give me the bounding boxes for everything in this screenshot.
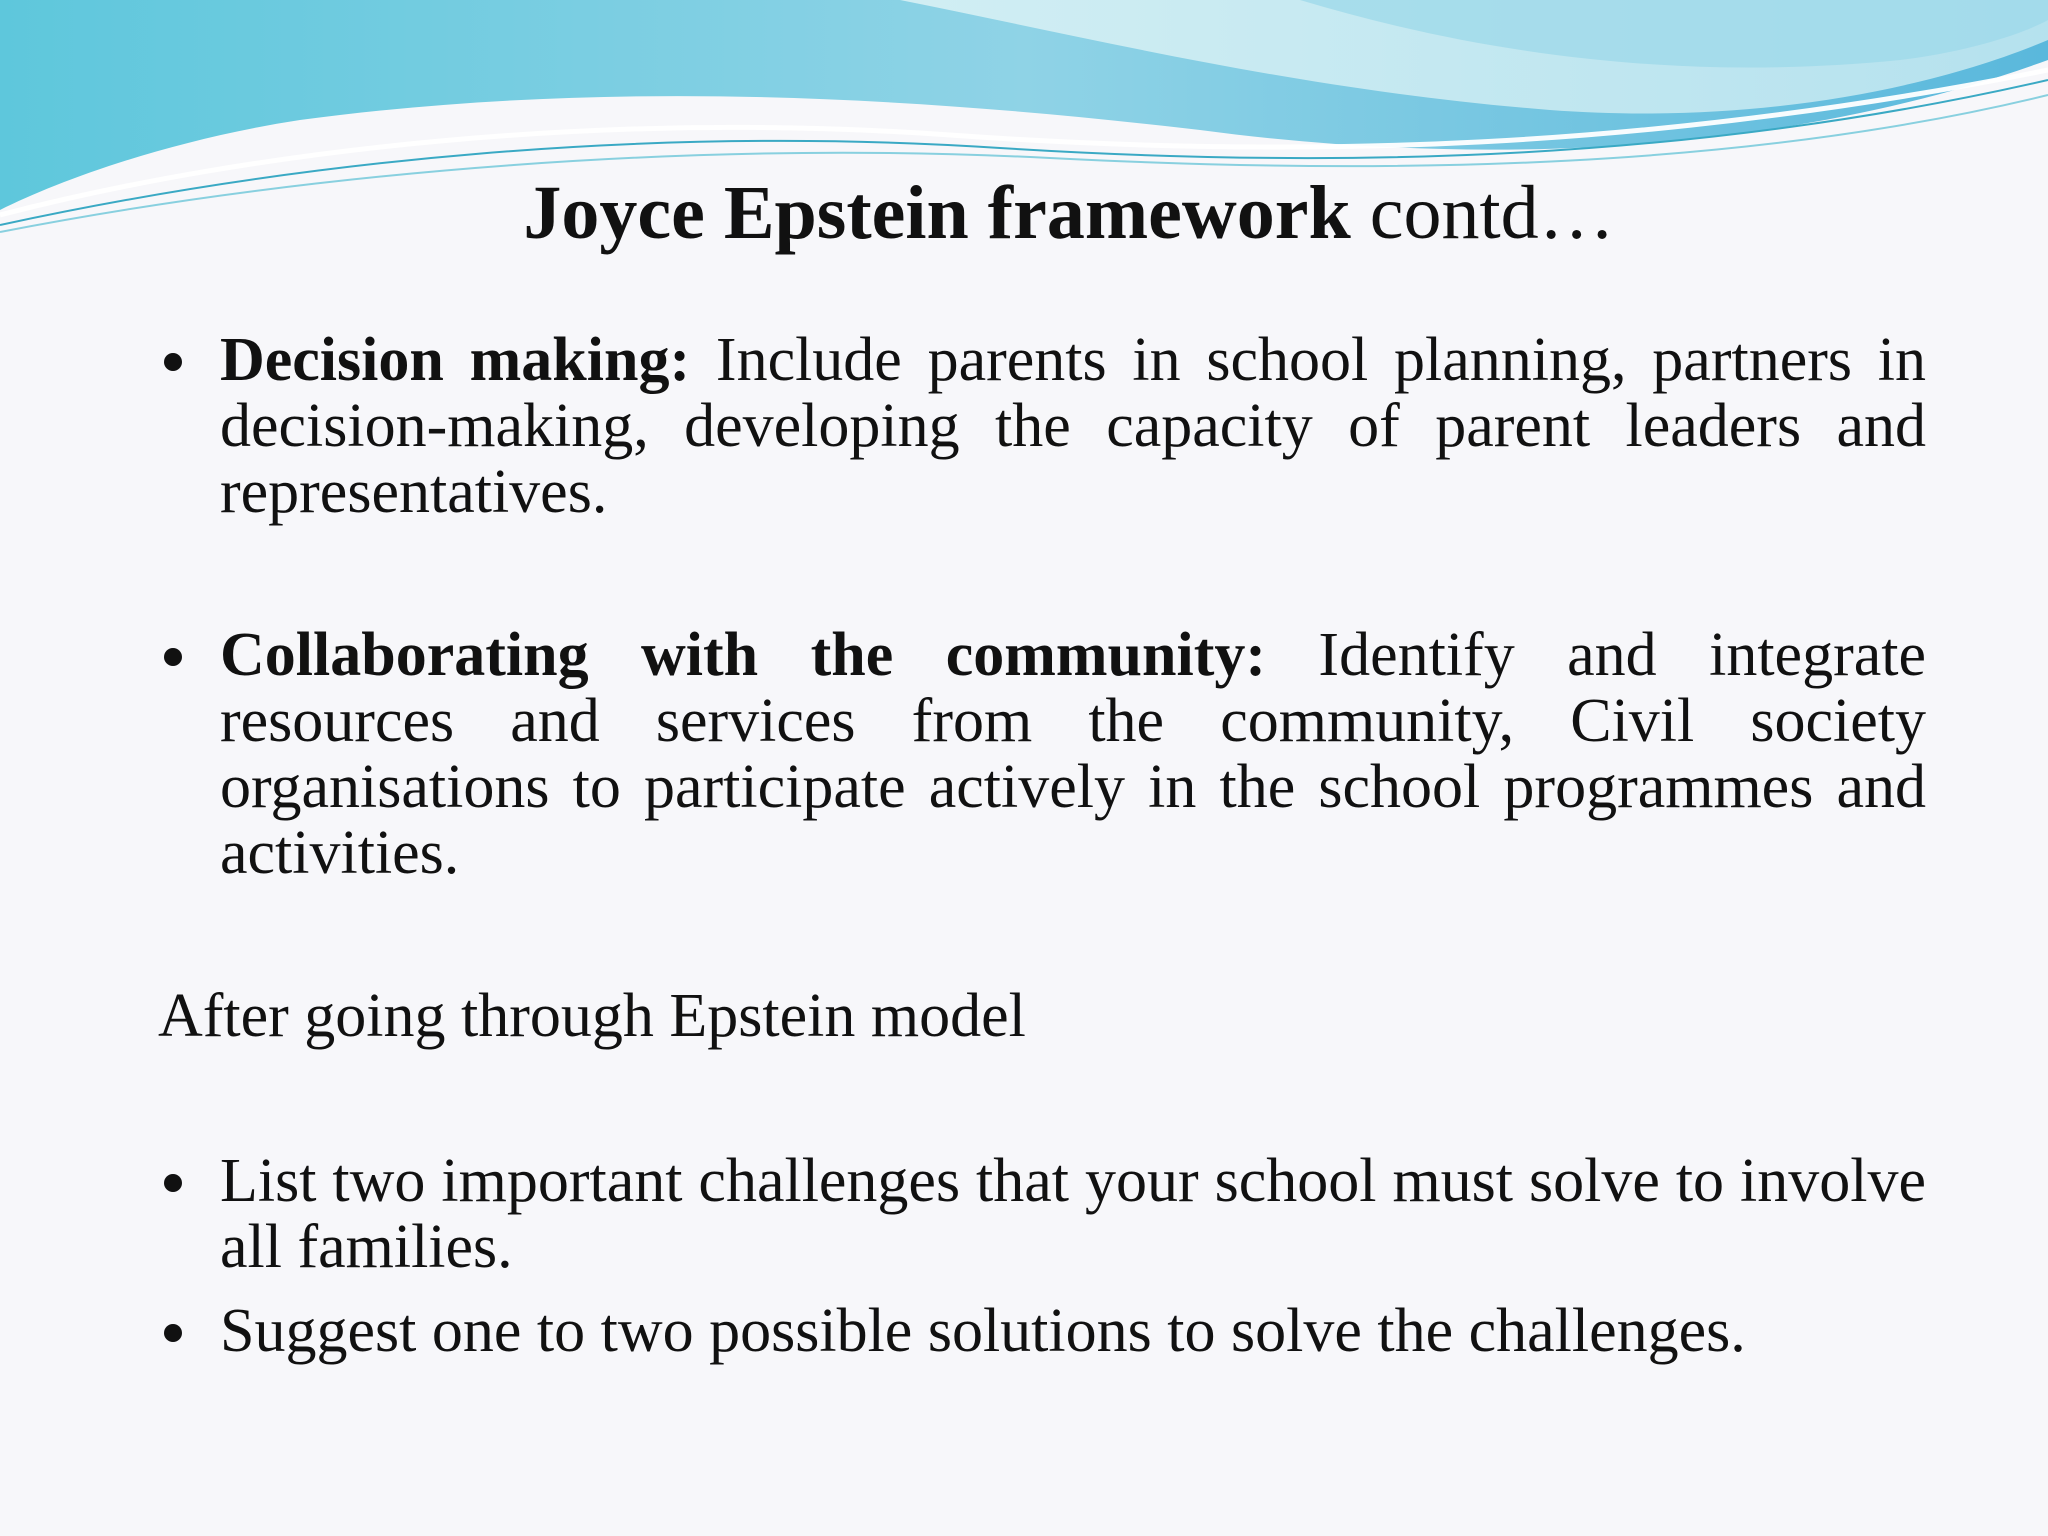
bullet-text: Identify and integrate resources and services from the community, Civil society organisations to participate actively in the school programmes and activities. bbox=[220, 621, 1926, 887]
bullet-term: Collaborating with the community: bbox=[220, 621, 1266, 689]
bullet-list-collaborating bbox=[158, 622, 1926, 886]
bullet-item-collaborating bbox=[158, 622, 1926, 886]
bullet-item-challenges bbox=[158, 1148, 1926, 1280]
title-regular-part: contd… bbox=[1350, 171, 1615, 255]
bullet-icon bbox=[164, 353, 182, 371]
bullet-text: Suggest one to two possible solutions to solve the challenges. bbox=[220, 1297, 1746, 1365]
intro-line: After going through Epstein model bbox=[158, 982, 1026, 1050]
bullet-icon bbox=[164, 1174, 182, 1192]
slide-title bbox=[0, 168, 2048, 258]
bullet-term: Decision making: bbox=[220, 326, 691, 394]
bullet-icon bbox=[164, 1324, 182, 1342]
bullet-text: Include parents in school planning, partners in decision-making, developing the capacity of parent leaders and representatives. bbox=[220, 326, 1926, 526]
bullet-item-decision-making bbox=[158, 327, 1926, 525]
bullet-list-decision-making bbox=[158, 327, 1926, 525]
bullet-icon bbox=[164, 648, 182, 666]
bullet-list-tasks bbox=[158, 1148, 1926, 1364]
bullet-item-solutions bbox=[158, 1298, 1926, 1364]
bullet-text: List two important challenges that your school must solve to involve all families. bbox=[220, 1147, 1926, 1281]
title-bold-part: Joyce Epstein framework bbox=[523, 171, 1351, 255]
